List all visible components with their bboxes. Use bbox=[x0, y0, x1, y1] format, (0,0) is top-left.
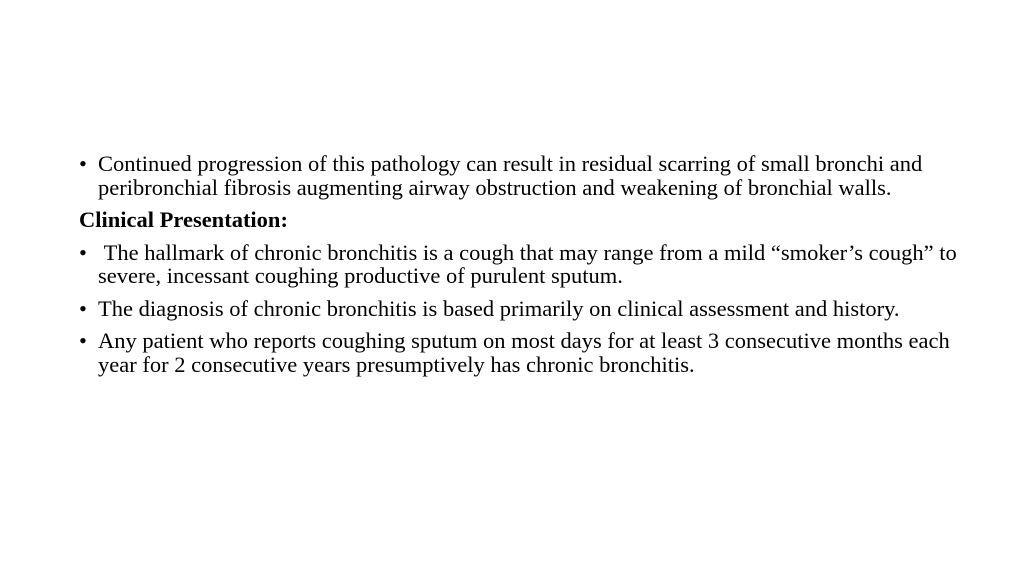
section-heading: Clinical Presentation: bbox=[79, 207, 288, 232]
bullet-dot-icon: • bbox=[79, 239, 87, 265]
bullet-text: The diagnosis of chronic bronchitis is based primarily on clinical assessment and history. bbox=[98, 295, 900, 321]
bullet-text: Any patient who reports coughing sputum on most days for at least 3 consecutive months each year for 2 consecutive years presumptively has chronic bronchitis. bbox=[98, 328, 950, 377]
bullet-item bbox=[79, 152, 959, 199]
slide-content bbox=[79, 151, 963, 385]
bullet-dot-icon: • bbox=[79, 295, 87, 321]
bullet-dot-icon: • bbox=[79, 328, 87, 353]
bullet-item bbox=[79, 239, 963, 288]
bullet-item bbox=[79, 329, 959, 376]
bullet-item bbox=[79, 297, 959, 321]
bullet-text: The hallmark of chronic bronchitis is a cough that may range from a mild “smoker’s cough” to severe, incessant coughing productive of purulent sputum. bbox=[98, 239, 963, 288]
bullet-dot-icon: • bbox=[79, 151, 87, 176]
bullet-text: Continued progression of this pathology can result in residual scarring of small bronchi and peribronchial fibrosis augmenting airway obstruction and weakening of bronchial walls. bbox=[98, 151, 923, 200]
